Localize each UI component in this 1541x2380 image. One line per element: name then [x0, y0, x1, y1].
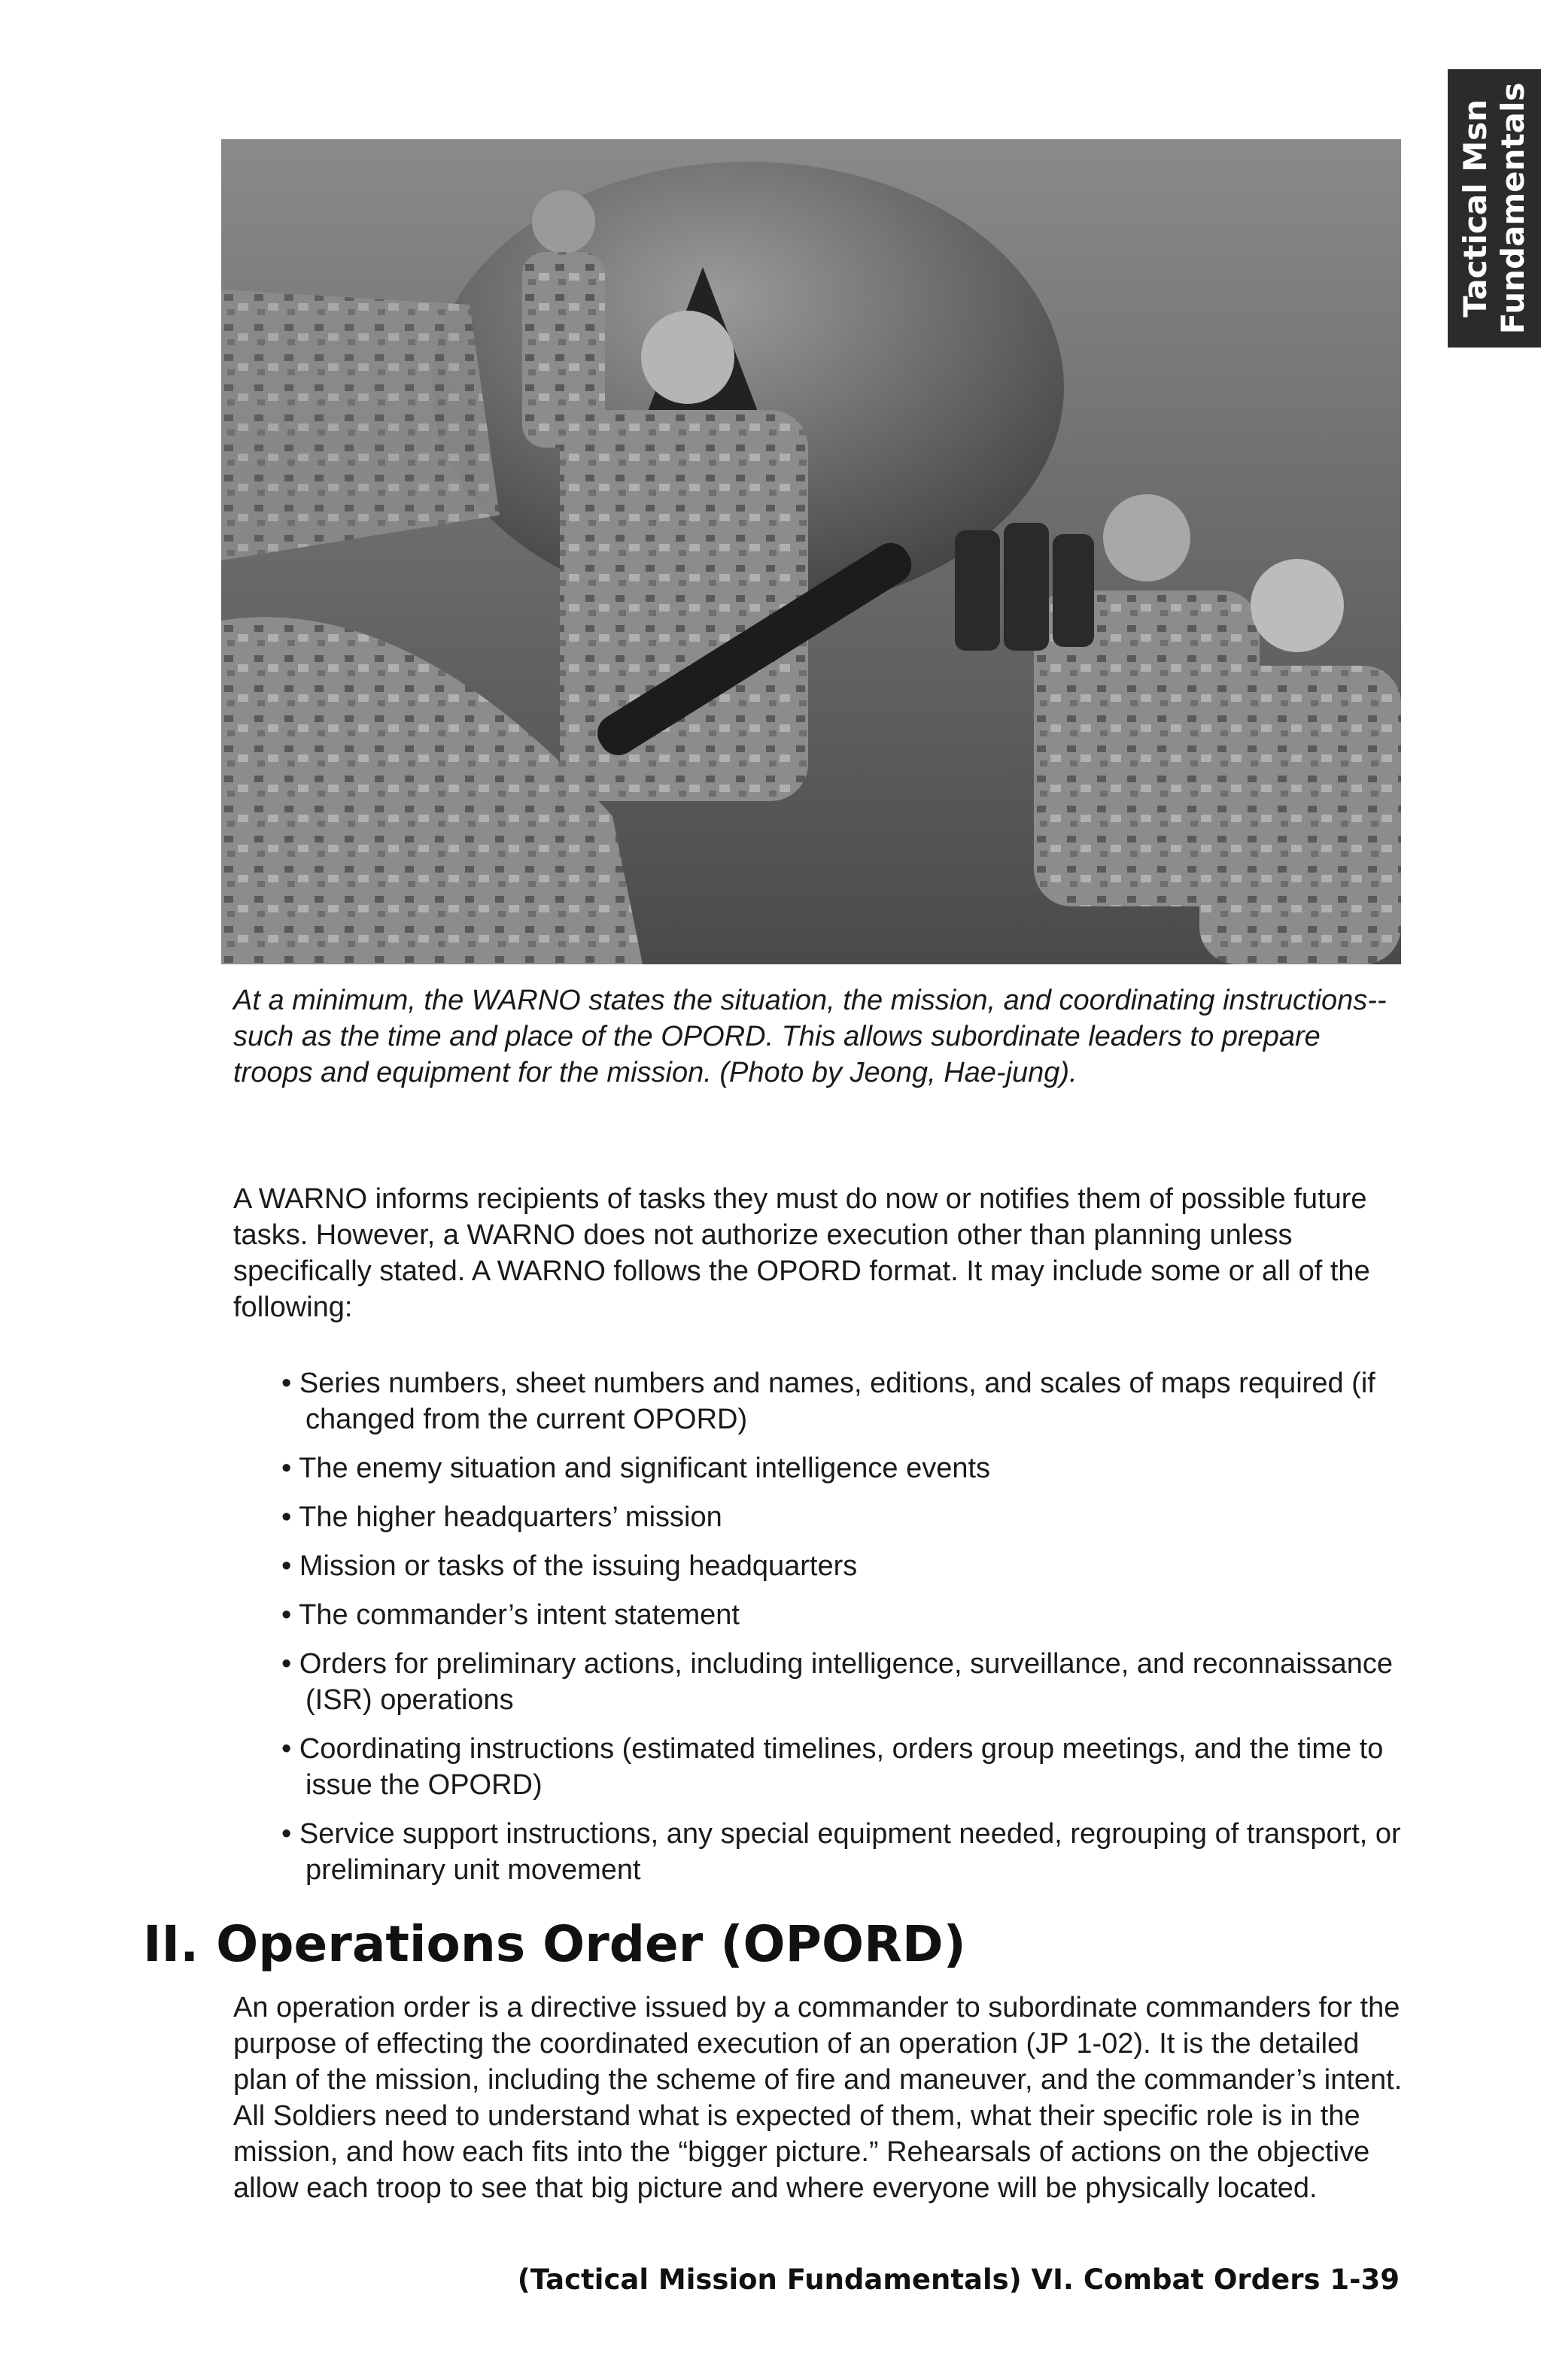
list-item: • The commander’s intent statement [281, 1599, 740, 1631]
list-item: • The enemy situation and significant intelligence events [281, 1453, 991, 1484]
photo-illustration [221, 139, 1401, 964]
soldiers-photo [221, 139, 1401, 964]
soldier-standing [522, 190, 605, 448]
opord-paragraph: An operation order is a directive issued by a commander to subordinate commanders for the purpose of effecting the coordinated execution of an operation (JP 1-02). It is the detailed plan of the mission, including the scheme of fire and maneuver, and the commander’s intent. All Soldiers need to understand what is expected of them, what their specific role is in the mission, and how each fits into the “bigger picture.” Rehearsals of actions on the objective allow each troop to see that big picture and where everyone will be physically located. [233, 1992, 1403, 2204]
list-item: • Orders for preliminary actions, including intelligence, surveillance, and reconnaissance (ISR) operations [281, 1648, 1394, 1716]
photo-caption: At a minimum, the WARNO states the situation, the mission, and coordinating instructions--such as the time and place of the OPORD. This allows subordinate leaders to prepare troops and equipment for the mission. (Photo by Jeong, Hae-jung). [233, 985, 1387, 1088]
chapter-tab-line-1: Tactical Msn [1457, 99, 1494, 317]
warno-contents-list [281, 1365, 1410, 1901]
chapter-tab-line-2: Fundamentals [1494, 82, 1531, 335]
list-item: • Series numbers, sheet numbers and names, editions, and scales of maps required (if changed from the current OPORD) [281, 1368, 1375, 1435]
page-footer: (Tactical Mission Fundamentals) VI. Combat Orders 1-39 [517, 2263, 1400, 2296]
list-item: • Service support instructions, any special equipment needed, regrouping of transport, or preliminary unit movement [281, 1818, 1401, 1886]
chapter-tab-label [1457, 69, 1532, 348]
list-item: • Mission or tasks of the issuing headquarters [281, 1550, 858, 1582]
list-item: • The higher headquarters’ mission [281, 1501, 722, 1533]
warno-intro-paragraph: A WARNO informs recipients of tasks they must do now or notifies them of possible future tasks. However, a WARNO does not authorize execution other than planning unless specifically stated. A WARNO follows the OPORD format. It may include some or all of the following: [233, 1183, 1370, 1323]
section-heading: II. Operations Order (OPORD) [143, 1915, 966, 1973]
list-item: • Coordinating instructions (estimated timelines, orders group meetings, and the time to issue the OPORD) [281, 1733, 1384, 1801]
chapter-side-tab [1448, 69, 1541, 348]
